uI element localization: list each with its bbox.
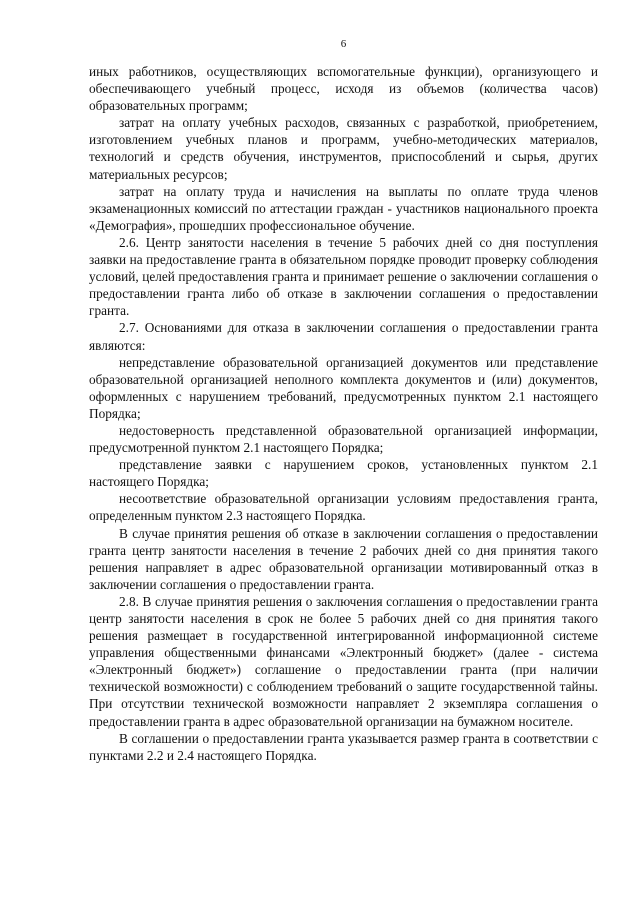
paragraph-2-7: 2.7. Основаниями для отказа в заключении соглашения о предоставлении гранта являются: <box>89 320 598 353</box>
page-number: 6 <box>340 38 347 50</box>
paragraph-2-8: 2.8. В случае принятия решения о заключения соглашения о предоставлении гранта центр занятости населения в срок не более 5 рабочих дней со дня принятия такого решения размещает в государственной интегрированной информационной системе управления общественными финансами «Электронный бюджет» (далее - система «Электронный бюджет») соглашение о предоставлении гранта (при наличии технической возможности) с соблюдением требований о защите государственной тайны. При отсутствии технической возможности направляет 2 экземпляра соглашения о предоставлении гранта в адрес образовательной организации на бумажном носителе. <box>89 593 598 729</box>
paragraph-grant-size: В соглашении о предоставлении гранта указывается размер гранта в соответствии с пунктами 2.2 и 2.4 настоящего Порядка. <box>89 730 598 763</box>
paragraph-2-6: 2.6. Центр занятости населения в течение 5 рабочих дней со дня поступления заявки на предоставление гранта в обязательном порядке проводит проверку соблюдения условий, целей предоставления гранта и принимает решение о заключении соглашения о предоставлении гранта либо об отказе в заключении соглашения о предоставлении гранта. <box>89 234 598 319</box>
paragraph-exam-commission-costs: затрат на оплату труда и начисления на выплаты по оплате труда членов экзаменационных комиссий по аттестации граждан - участников национального проекта «Демография», прошедших профессиональное обучение. <box>89 183 598 233</box>
paragraph-refusal-reason-4: несоответствие образовательной организации условиям предоставления гранта, определенным пунктом 2.3 настоящего Порядка. <box>89 491 598 524</box>
paragraph-refusal-reason-2: недостоверность представленной образовательной организацией информации, предусмотренной пунктом 2.1 настоящего Порядка; <box>89 422 598 456</box>
paragraph-refusal-notice: В случае принятия решения об отказе в заключении соглашения о предоставлении гранта центр занятости населения в течение 2 рабочих дней со дня принятия такого решения направляет в адрес образовательной организации мотивированный отказ в заключении соглашения о предоставлении гранта. <box>89 525 598 592</box>
paragraph-refusal-reason-1: непредставление образовательной организацией документов или представление образовательной организацией неполного комплекта документов и (или) документов, оформленных с нарушением требований, предусмотренных пунктом 2.1 настоящего Порядка; <box>89 354 598 421</box>
paragraph-training-costs: затрат на оплату учебных расходов, связанных с разработкой, приобретением, изготовлением учебных планов и программ, учебно-методических материалов, технологий и средств обучения, инструментов, приспособлений и сырья, других материальных ресурсов; <box>89 115 598 182</box>
paragraph-refusal-reason-3: представление заявки с нарушением сроков, установленных пунктом 2.1 настоящего Порядка; <box>89 457 598 490</box>
paragraph-continuation: иных работников, осуществляющих вспомогательные функции), организующего и обеспечивающего учебный процесс, исходя из объемов (количества часов) образовательных программ; <box>89 64 598 114</box>
